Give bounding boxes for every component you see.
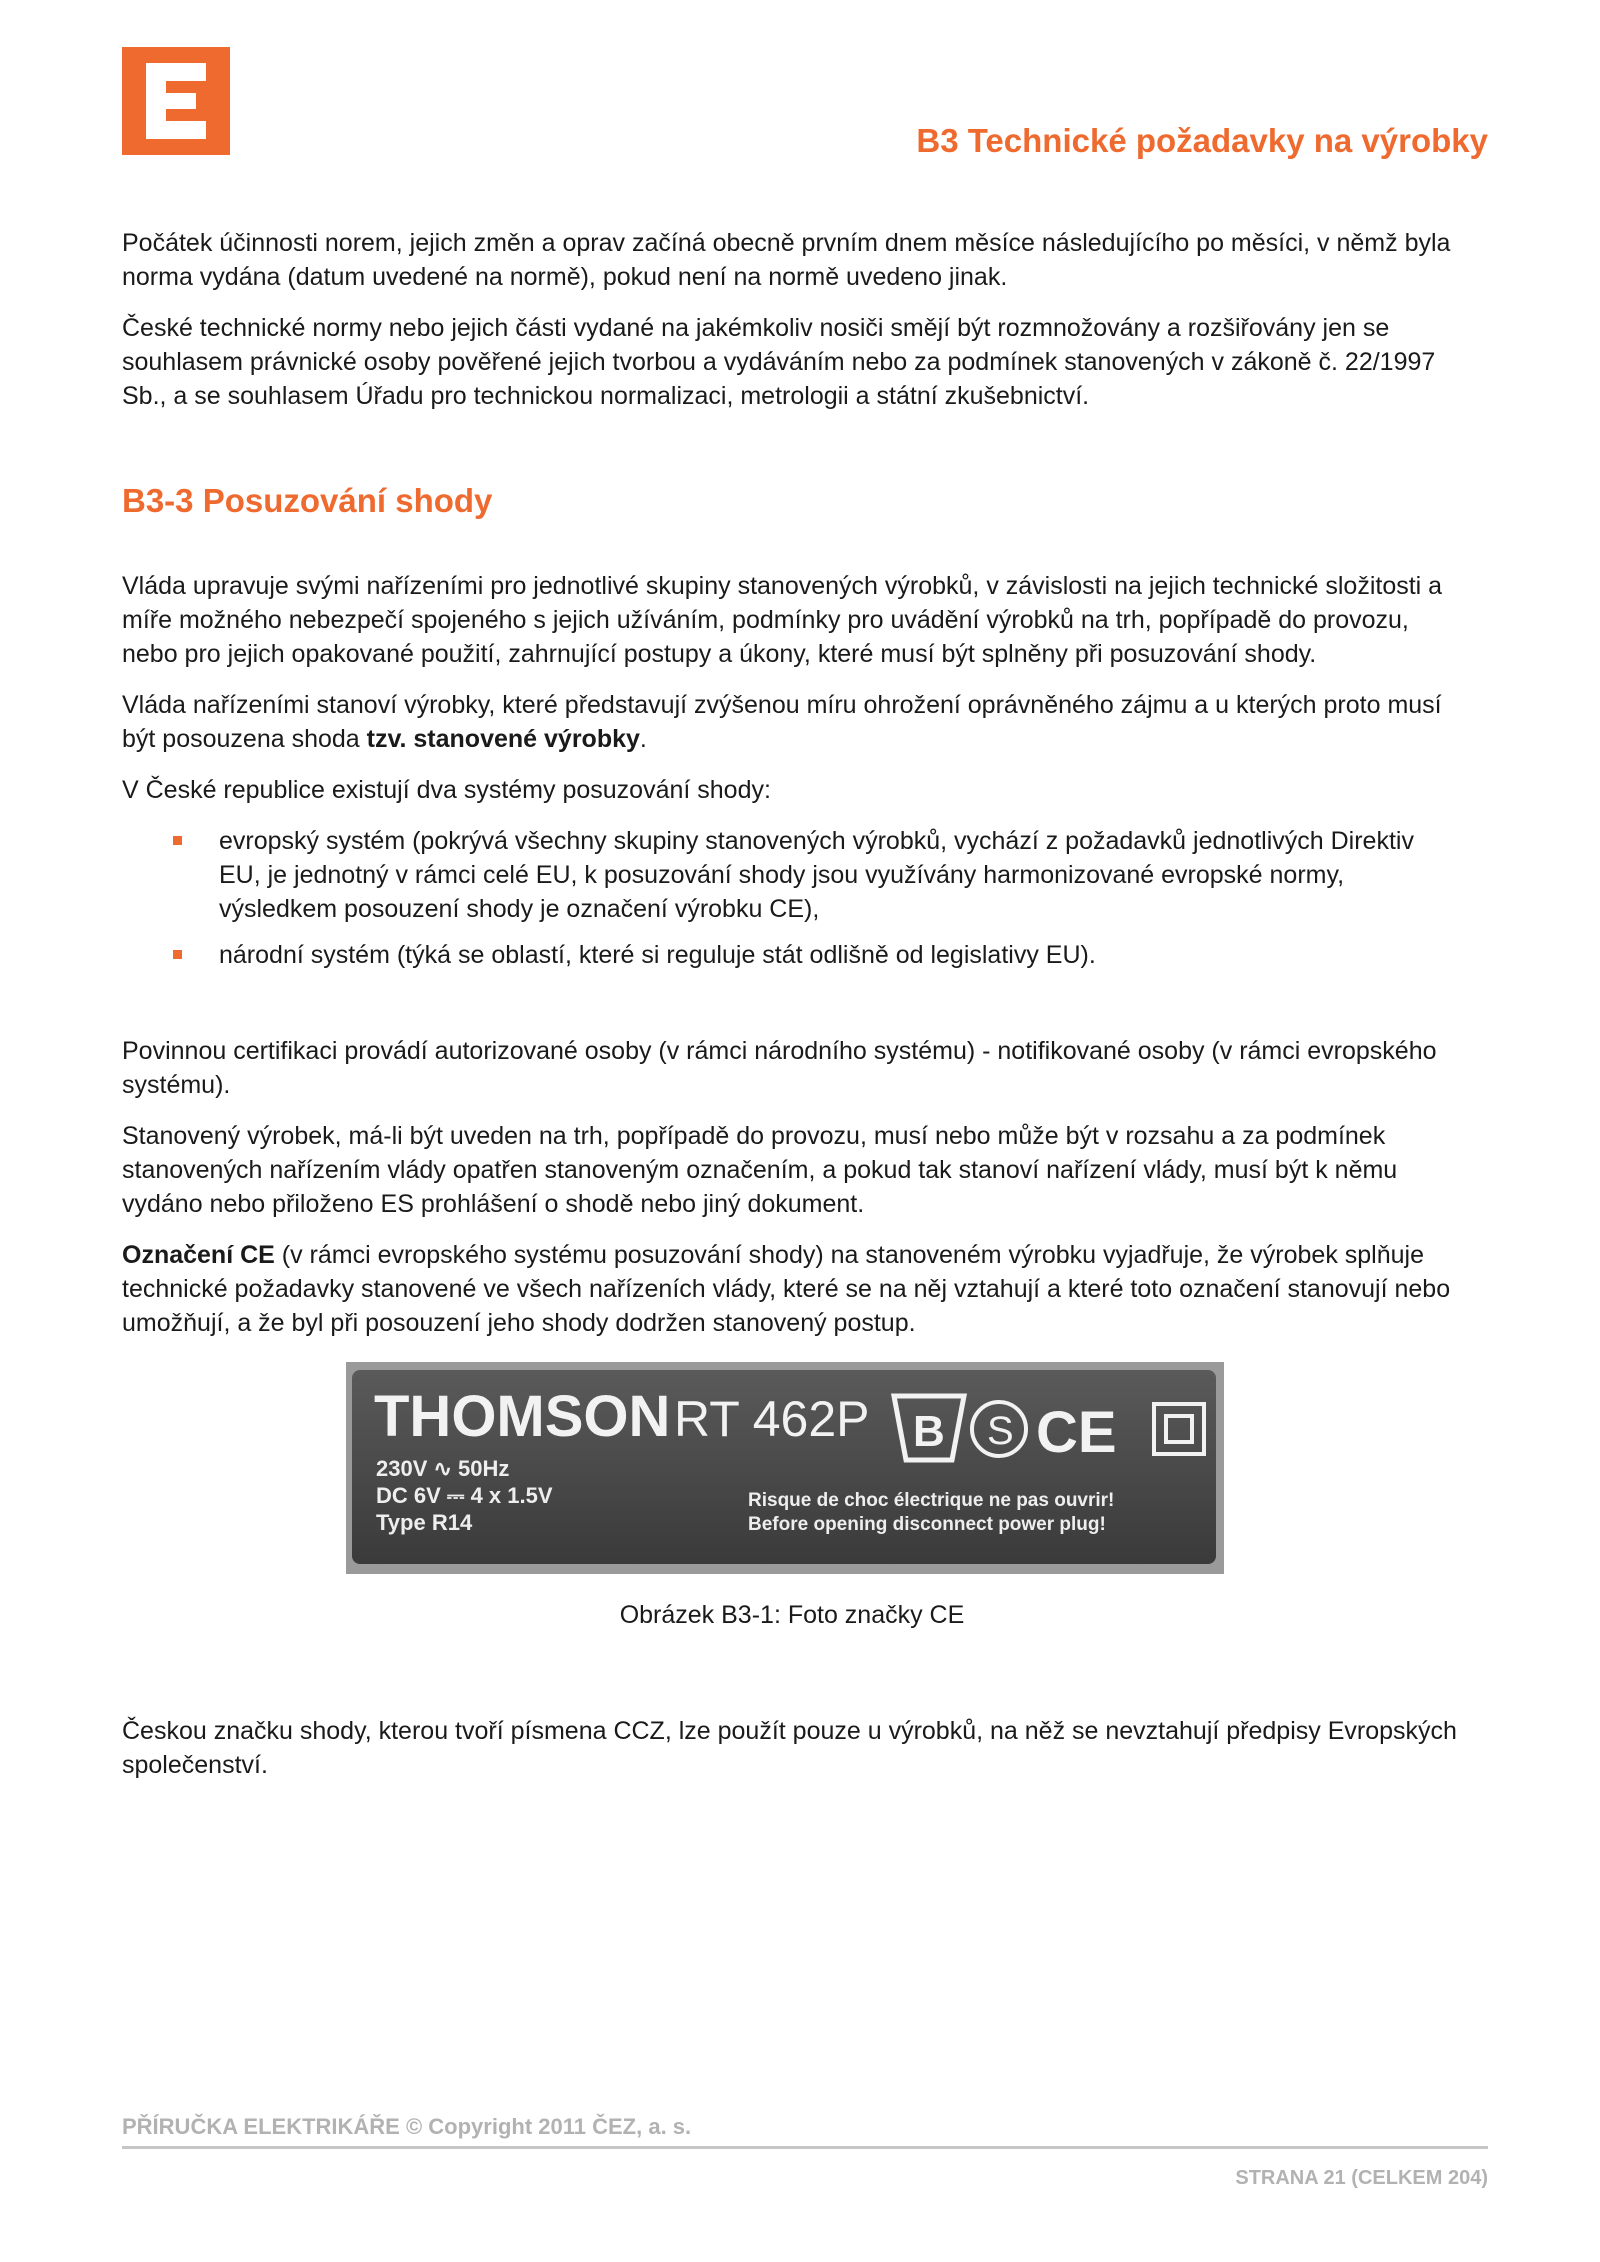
paragraph: V České republice existují dva systémy posuzování shody: [122, 776, 771, 804]
bullet-list [122, 824, 1462, 972]
ce-mark-icon: CE [1036, 1400, 1117, 1465]
list-item [122, 824, 1462, 926]
bullet-square-icon [173, 836, 182, 845]
label-mains: 230V ∿ 50Hz [376, 1456, 510, 1481]
text-run: Vláda nařízeními stanoví výrobky, které představují zvýšenou míru ohrožení oprávněného zájmu a u kterých proto musí být posouzena shoda [122, 691, 1442, 753]
label-model: RT 462P [674, 1391, 870, 1447]
paragraph: Povinnou certifikaci provádí autorizované osoby (v rámci národního systému) - notifikované osoby (v rámci evropského systému). [122, 1037, 1437, 1099]
paragraph [122, 688, 1462, 756]
figure-caption: Obrázek B3-1: Foto značky CE [619, 1601, 965, 1629]
b-mark-letter: B [913, 1407, 945, 1456]
bullet-square-icon [173, 950, 182, 959]
cez-logo-icon [122, 47, 230, 155]
section-heading: B3-3 Posuzování shody [122, 482, 493, 519]
paragraph: Vláda upravuje svými nařízeními pro jednotlivé skupiny stanovených výrobků, v závislosti na jejich technické složitosti a míře možného nebezpečí spojeného s jejich užíváním, podmínky pro uvádění výrobků na trh, popřípadě do provozu, nebo pro jejich opakované použití, zahrnující postupy a úkony, které musí být splněny při posuzování shody. [122, 572, 1443, 668]
text-run: (v rámci evropského systému posuzování shody) na stanoveném výrobku vyjadřuje, že výrobek splňuje technické požadavky stanovené ve všech nařízeních vlády, které se na něj vztahují a které toto označení stanovují nebo umožňují, a že byl při posouzení jeho shody dodržen stanovený postup. [122, 1241, 1451, 1337]
bold-term: Označení CE [122, 1241, 275, 1269]
bold-term: tzv. stanovené výrobky [366, 725, 640, 753]
paragraph: Stanovený výrobek, má-li být uveden na trh, popřípadě do provozu, musí nebo může být v rozsahu a za podmínek stanovených nařízením vlády opatřen stanoveným označením, a pokud tak stanoví nařízení vlády, musí být k němu vydáno nebo přiloženo ES prohlášení o shodě nebo jiný dokument. [122, 1122, 1398, 1218]
list-item-text: evropský systém (pokrývá všechny skupiny stanovených výrobků, vychází z požadavků jednotlivých Direktiv EU, je jednotný v rámci celé EU, k posuzování shody jsou využívány harmonizované evropské normy, výsledkem posouzení shody je označení výrobku CE), [219, 827, 1414, 923]
footer-page-number: STRANA 21 (CELKEM 204) [1235, 2167, 1488, 2189]
paragraph: Počátek účinnosti norem, jejich změn a oprav začíná obecně prvním dnem měsíce následujícího po měsíci, v němž byla norma vydána (datum uvedené na normě), pokud není na normě uvedeno jinak. [122, 229, 1451, 291]
label-brand: THOMSON [374, 1384, 671, 1449]
footer-copyright: PŘÍRUČKA ELEKTRIKÁŘE © Copyright 2011 ČEZ, a. s. [122, 2114, 692, 2139]
paragraph: České technické normy nebo jejich části vydané na jakémkoliv nosiči smějí být rozmnožovány a rozšiřovány jen se souhlasem právnické osoby pověřené jejich tvorbou a vydáváním nebo za podmínek stanovených v zákoně č. 22/1997 Sb., a se souhlasem Úřadu pro technickou normalizaci, metrologii a státní zkušebnictví. [122, 314, 1436, 410]
paragraph [122, 1238, 1462, 1340]
list-item [122, 938, 1462, 972]
text-run: . [639, 725, 647, 753]
ce-label-photo [346, 1362, 1224, 1574]
label-battery: DC 6V ⎓ 4 x 1.5V [376, 1483, 553, 1508]
label-type: Type R14 [376, 1510, 473, 1535]
page-content [122, 226, 1462, 1799]
paragraph: Českou značku shody, kterou tvoří písmena CCZ, lze použít pouze u výrobků, na něž se nevztahují předpisy Evropských společenství. [122, 1717, 1457, 1779]
s-mark-letter: S [987, 1409, 1014, 1453]
label-warning-fr: Risque de choc électrique ne pas ouvrir! [748, 1490, 1115, 1511]
footer-divider [122, 2146, 1488, 2149]
list-item-text: národní systém (týká se oblastí, které si reguluje stát odlišně od legislativy EU). [219, 941, 1096, 969]
label-warning-en: Before opening disconnect power plug! [748, 1514, 1106, 1535]
page-header-title: B3 Technické požadavky na výrobky [916, 122, 1488, 159]
